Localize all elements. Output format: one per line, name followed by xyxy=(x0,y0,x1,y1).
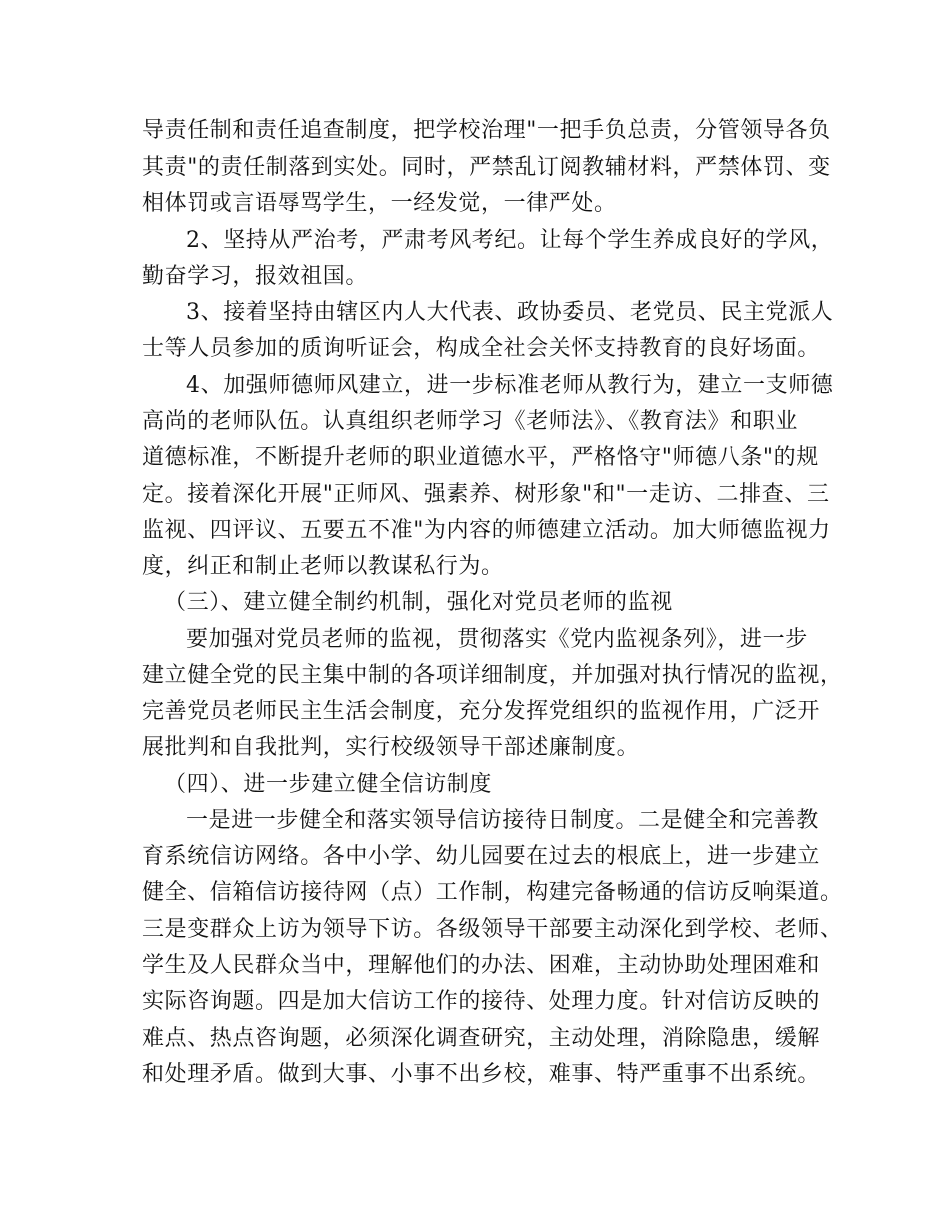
text-line: 三是变群众上访为领导下访。各级领导干部要主动深化到学校、老师、 xyxy=(142,917,843,942)
text-line: 道德标准，不断提升老师的职业道德水平，严格恪守"师德八条"的规 xyxy=(142,445,819,470)
text-line: 学生及人民群众当中，理解他们的办法、困难，主动协助处理困难和 xyxy=(142,953,821,978)
text-line: 3、接着坚持由辖区内人大代表、政协委员、老党员、民主党派人 xyxy=(186,300,834,325)
text-line: 一是进一步健全和落实领导信访接待日制度。二是健全和完善教 xyxy=(186,808,819,833)
text-line: 士等人员参加的质询听证会，构成全社会关怀支持教育的良好场面。 xyxy=(142,336,821,361)
text-line: 高尚的老师队伍。认真组织老师学习《老师法》、《教育法》和职业 xyxy=(142,409,799,434)
section-heading: （四）、进一步建立健全信访制度 xyxy=(164,772,493,797)
text-line: 其责"的责任制落到实处。同时，严禁乱订阅教辅材料，严禁体罚、变 xyxy=(142,155,831,180)
text-line: 展批判和自我批判，实行校级领导干部述廉制度。 xyxy=(142,735,640,760)
text-line: 育系统信访网络。各中小学、幼儿园要在过去的根底上，进一步建立 xyxy=(142,844,821,869)
text-line: 4、加强师德师风建立，进一步标准老师从教行为，建立一支师德 xyxy=(186,373,834,398)
text-line: 和处理矛盾。做到大事、小事不出乡校，难事、特严重事不出系统。 xyxy=(142,1062,821,1087)
text-line: 健全、信箱信访接待网（点）工作制，构建完备畅通的信访反响渠道。 xyxy=(142,880,843,905)
text-line: 建立健全党的民主集中制的各项详细制度，并加强对执行情况的监视， xyxy=(142,663,843,688)
text-line: 2、坚持从严治考，严肃考风考纪。让每个学生养成良好的学风， xyxy=(186,228,834,253)
section-heading: （三）、建立健全制约机制，强化对党员老师的监视 xyxy=(164,590,673,615)
text-line: 难点、热点咨询题，必须深化调查研究，主动处理，消除隐患，缓解 xyxy=(142,1026,821,1051)
text-line: 导责任制和责任追查制度，把学校治理"一把手负总责，分管领导各负 xyxy=(142,118,831,143)
text-line: 完善党员老师民主生活会制度，充分发挥党组织的监视作用，广泛开 xyxy=(142,699,821,724)
text-line: 相体罚或言语辱骂学生，一经发觉，一律严处。 xyxy=(142,191,617,216)
text-line: 实际咨询题。四是加大信访工作的接待、处理力度。针对信访反映的 xyxy=(142,989,821,1014)
text-line: 监视、四评议、五要五不准"为内容的师德建立活动。加大师德监视力 xyxy=(142,518,831,543)
text-line: 定。接着深化开展"正师风、强素养、树形象"和"一走访、二排查、三 xyxy=(142,482,830,507)
text-line: 要加强对党员老师的监视，贯彻落实《党内监视条列》，进一步 xyxy=(186,627,808,652)
text-line: 勤奋学习，报效祖国。 xyxy=(142,264,369,289)
text-line: 度，纠正和制止老师以教谋私行为。 xyxy=(142,554,504,579)
